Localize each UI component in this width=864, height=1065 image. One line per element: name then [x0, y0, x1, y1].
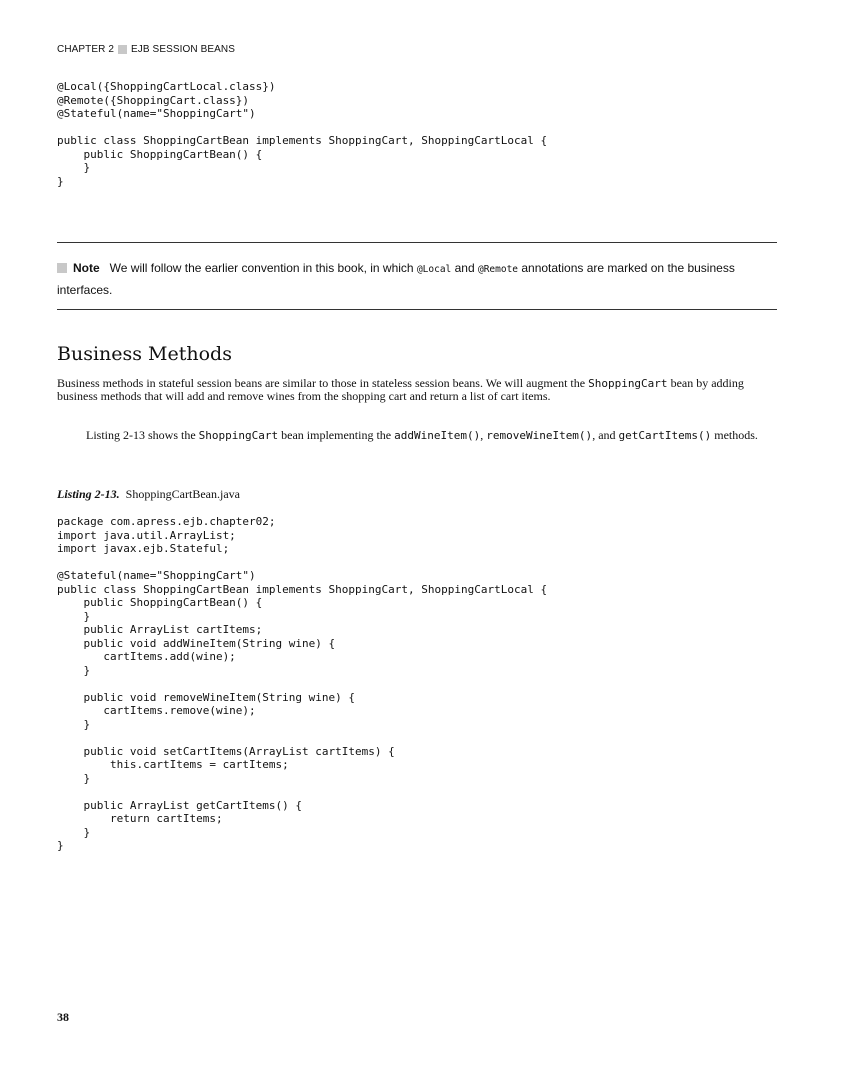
paragraph-text: methods.: [711, 428, 758, 442]
note-text: annotations are marked on the business interfaces.: [57, 261, 735, 297]
note-rule-top: [57, 242, 777, 243]
note-square-icon: [57, 263, 67, 273]
running-head-title: EJB SESSION BEANS: [131, 44, 235, 55]
paragraph-text: Listing 2-13 shows the: [86, 428, 199, 442]
note-text: We will follow the earlier convention in this book, in which: [109, 261, 417, 275]
page-number: 38: [57, 1010, 69, 1024]
listing-label: Listing 2-13.: [57, 487, 120, 501]
note-text: and: [451, 261, 478, 275]
note-code-local: @Local: [416, 264, 452, 275]
note-code-remote: @Remote: [477, 264, 519, 275]
inline-code: removeWineItem(): [486, 429, 593, 442]
inline-code: getCartItems(): [618, 429, 712, 442]
running-head: [57, 44, 235, 55]
inline-code: ShoppingCart: [198, 429, 279, 442]
note-box: [57, 258, 777, 301]
listing-caption: [57, 487, 240, 502]
separator-square-icon: [118, 45, 127, 54]
code-listing: package com.apress.ejb.chapter02; import java.util.ArrayList; import javax.ejb.Stateful; @Stateful(name="ShoppingCart") public class ShoppingCartBean implements ShoppingCart, ShoppingCartLocal { public ShoppingCartBean() { } public ArrayList cartItems; public void addWineItem(String wine) { cartItems.add(wine); } public void removeWineItem(String wine) { cartItems.remove(wine); } public void setCartItems(ArrayList cartItems) { this.cartItems = cartItems; } public ArrayList getCartItems() { return cartItems; } }: [57, 515, 548, 852]
inline-code: ShoppingCart: [588, 377, 668, 390]
paragraph-text: Business methods in stateful session beans are similar to those in stateless session beans. We will augment the: [57, 376, 589, 390]
listing-filename: ShoppingCartBean.java: [125, 487, 240, 501]
note-label: Note: [73, 261, 100, 275]
code-block-annotations: @Local({ShoppingCartLocal.class}) @Remote({ShoppingCart.class}) @Stateful(name="ShoppingCart") public class ShoppingCartBean implements ShoppingCart, ShoppingCartLocal { public ShoppingCartBean() { } }: [57, 80, 548, 188]
running-head-chapter: CHAPTER 2: [57, 44, 115, 55]
paragraph-text: bean by adding business methods that will add and remove wines from the shopping cart and return a list of cart items.: [57, 376, 744, 403]
body-paragraph: [57, 377, 777, 403]
inline-code: addWineItem(): [394, 429, 481, 442]
paragraph-text: ,: [480, 428, 487, 442]
note-rule-bottom: [57, 309, 777, 310]
paragraph-text: , and: [592, 428, 619, 442]
paragraph-text: bean implementing the: [278, 428, 395, 442]
body-paragraph: [57, 429, 777, 442]
section-heading: Business Methods: [57, 343, 232, 365]
